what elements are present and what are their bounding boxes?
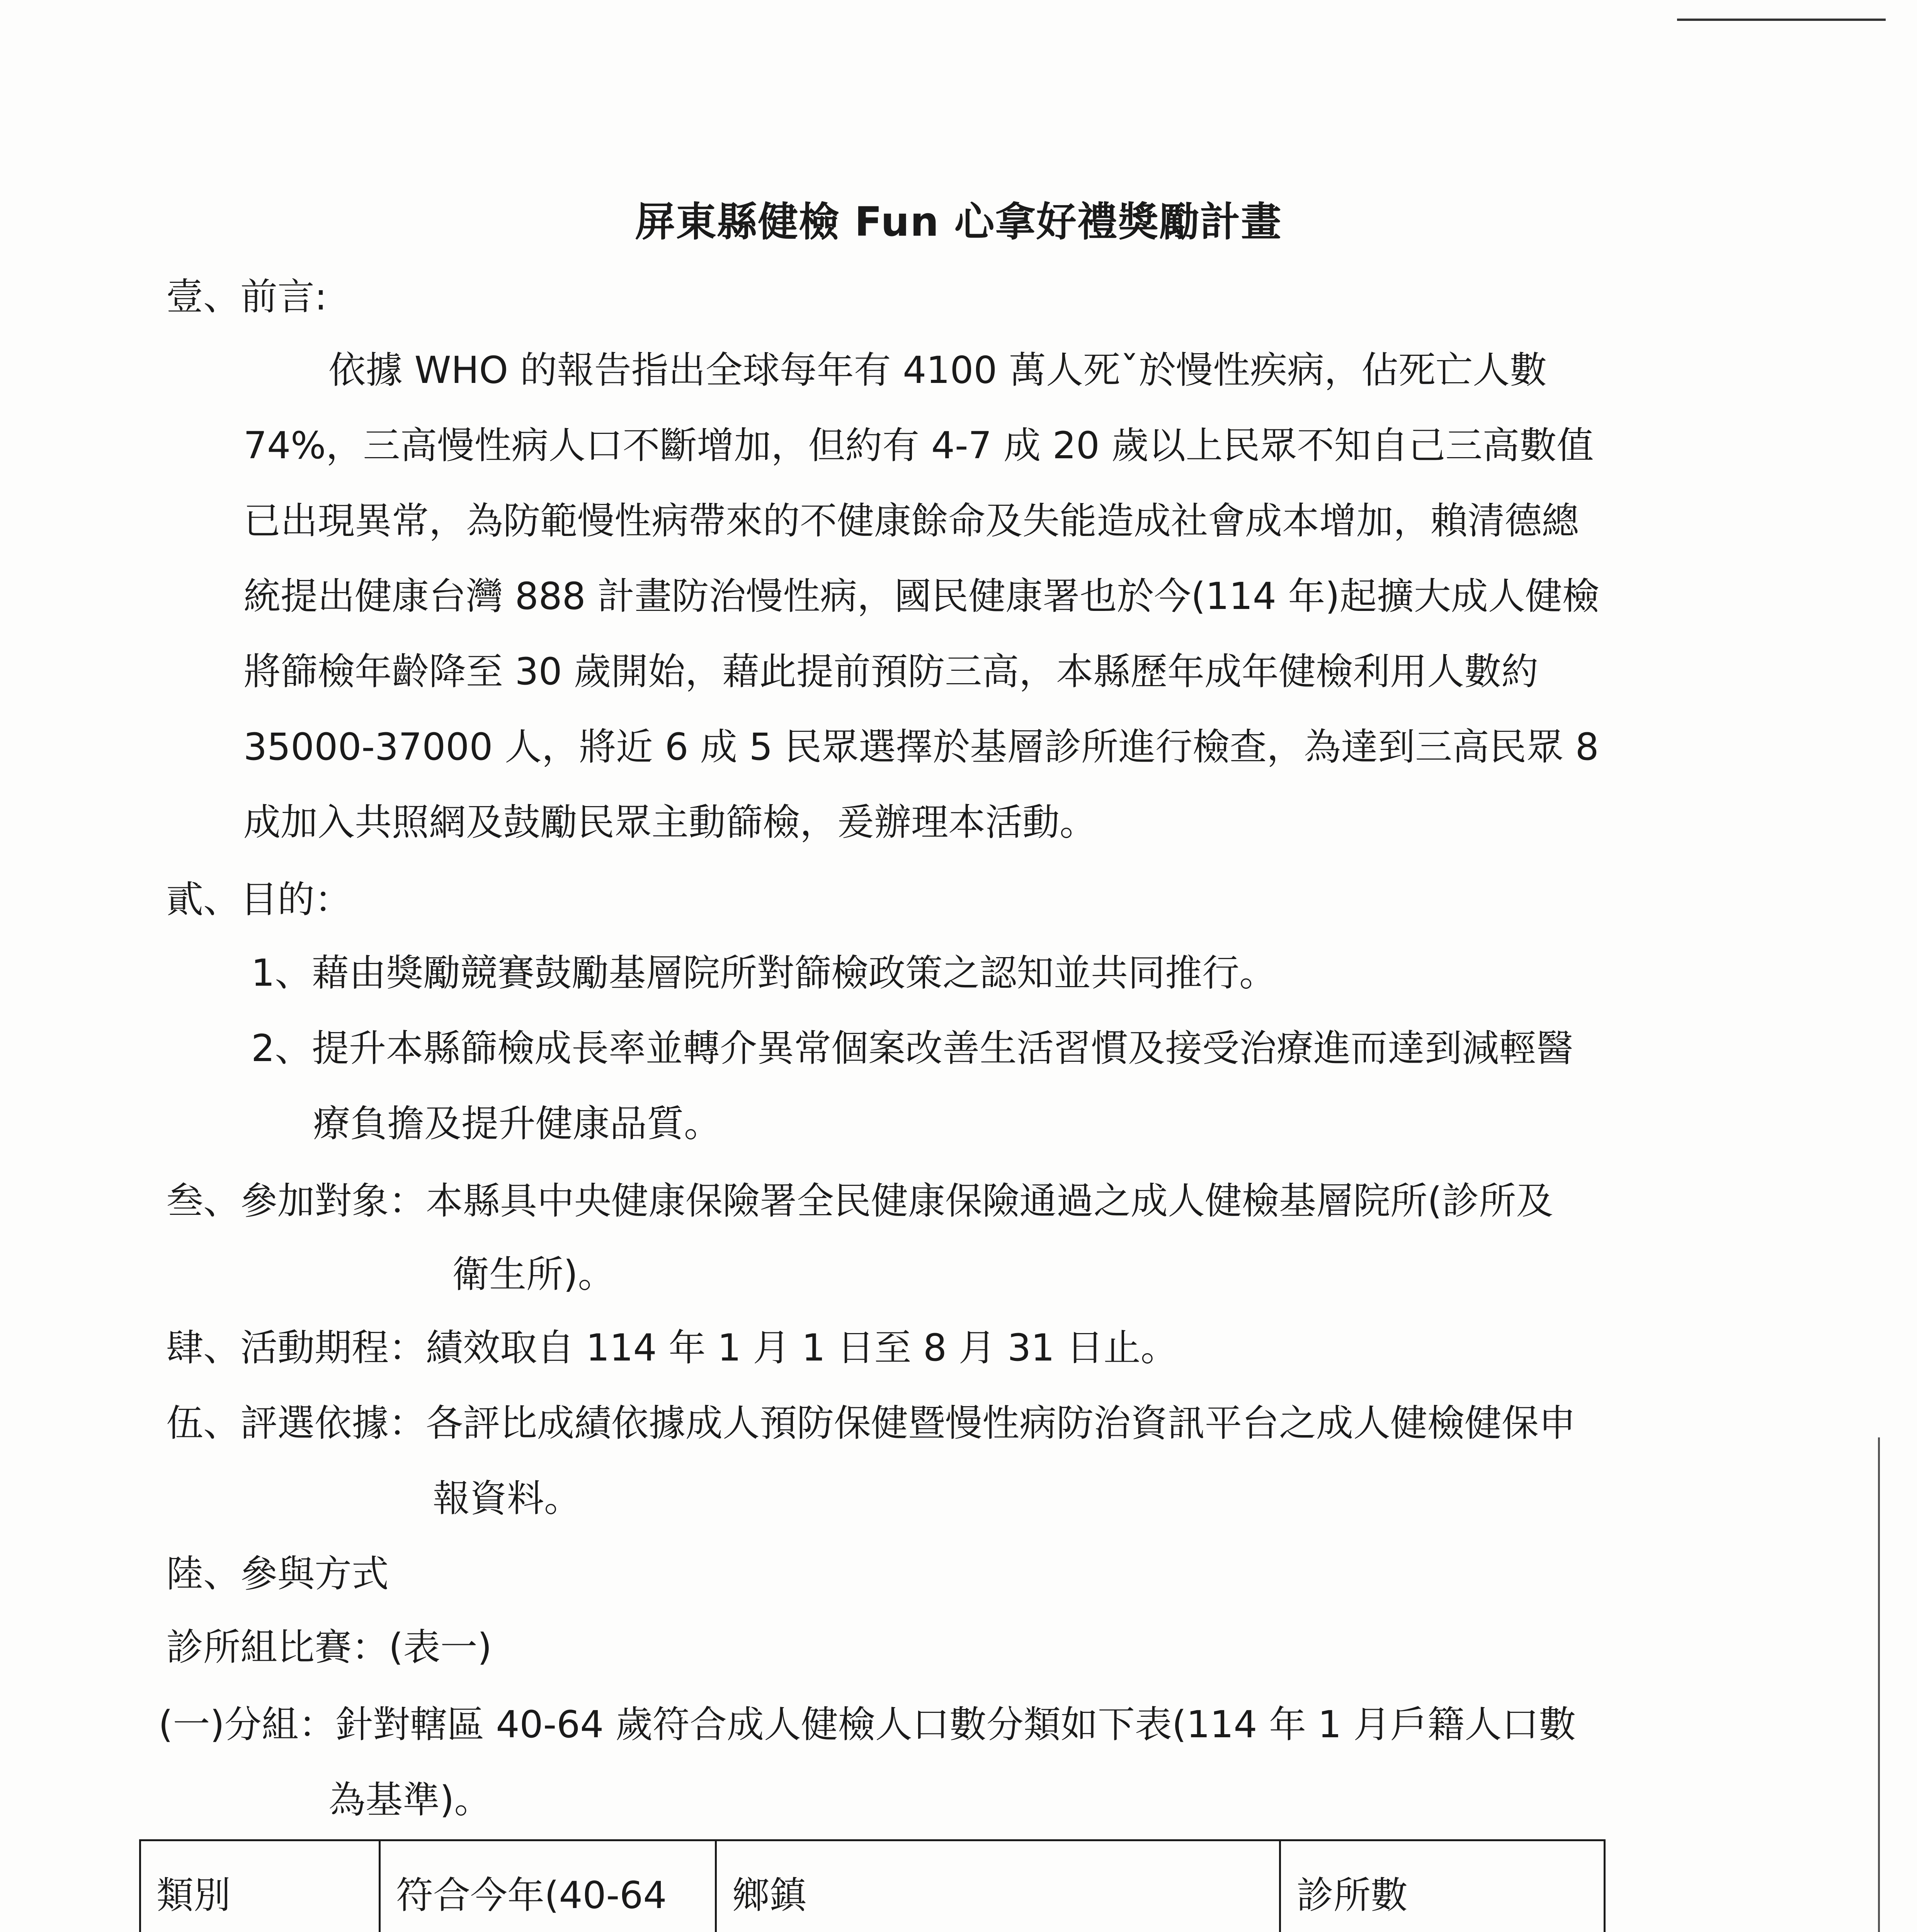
intro-line-3: 已出現異常，為防範慢性病帶來的不健康餘命及失能造成社會成本增加，賴清德總 (243, 499, 1579, 543)
scan-mark-right (1878, 1437, 1880, 1932)
intro-line-4: 統提出健康台灣 888 計畫防治慢性病，國民健康署也於今(114 年)起擴大成人健檢 (243, 575, 1599, 618)
category-table (139, 1839, 1606, 1932)
header-category: 類別 (140, 1840, 380, 1932)
intro-line-1: 依據 WHO 的報告指出全球每年有 4100 萬人死ˇ於慢性疾病，佔死亡人數 (328, 349, 1547, 392)
clinic-group-label: 診所組比賽：(表一) (166, 1626, 492, 1669)
grouping-line-2: 為基準)。 (328, 1778, 492, 1821)
section-5-line-1: 伍、評選依據：各評比成績依據成人預防保健暨慢性病防治資訊平台之成人健檢健保申 (166, 1401, 1576, 1445)
header-population: 符合今年(40-64 (380, 1840, 716, 1932)
intro-line-2: 74%，三高慢性病人口不斷增加，但約有 4-7 成 20 歲以上民眾不知自己三高數值 (243, 424, 1594, 467)
header-clinic-count: 診所數 (1280, 1840, 1605, 1932)
intro-line-7: 成加入共照網及鼓勵民眾主動篩檢，爰辦理本活動。 (243, 801, 1097, 844)
table-header-row (140, 1840, 1605, 1932)
intro-line-6: 35000-37000 人，將近 6 成 5 民眾選擇於基層診所進行檢查，為達到三高民眾 8 (243, 725, 1599, 769)
purpose-item-2-line-2: 療負擔及提升健康品質。 (313, 1102, 721, 1145)
section-3-line-1: 叁、參加對象：本縣具中央健康保險署全民健康保險通過之成人健檢基層院所(診所及 (166, 1179, 1553, 1223)
scan-mark-top (1677, 19, 1886, 21)
purpose-item-1: 1、藉由獎勵競賽鼓勵基層院所對篩檢政策之認知並共同推行。 (251, 951, 1277, 995)
header-towns: 鄉鎮 (716, 1840, 1280, 1932)
grouping-line-1: (一)分組：針對轄區 40-64 歲符合成人健檢人口數分類如下表(114 年 1 月戶籍人口數 (158, 1703, 1576, 1746)
section-5-line-2: 報資料。 (433, 1477, 581, 1520)
purpose-item-2-line-1: 2、提升本縣篩檢成長率並轉介異常個案改善生活習慣及接受治療進而達到減輕醫 (251, 1027, 1573, 1070)
document-title: 屏東縣健檢 Fun 心拿好禮獎勵計畫 (635, 198, 1282, 245)
section-6-heading: 陸、參與方式 (166, 1552, 389, 1595)
section-1-heading: 壹、前言: (166, 275, 327, 318)
section-2-heading: 貳、目的： (166, 878, 352, 921)
section-3-line-2: 衛生所)。 (452, 1253, 615, 1296)
intro-line-5: 將篩檢年齡降至 30 歲開始，藉此提前預防三高，本縣歷年成年健檢利用人數約 (243, 650, 1539, 693)
section-4: 肆、活動期程：績效取自 114 年 1 月 1 日至 8 月 31 日止。 (166, 1326, 1178, 1369)
